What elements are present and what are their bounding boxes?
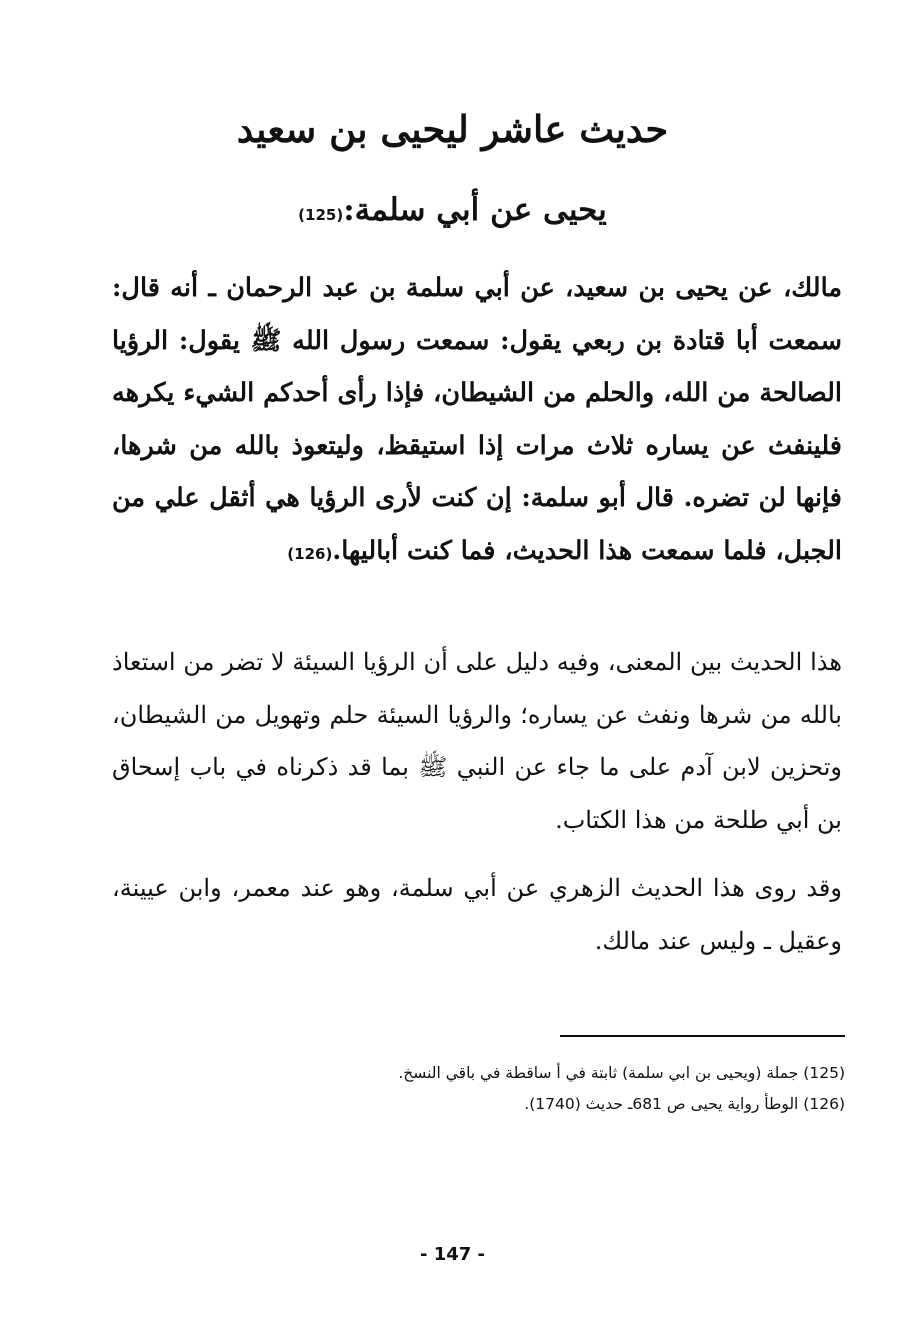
- hadith-text: مالك، عن يحيى بن سعيد، عن أبي سلمة بن عبد الرحمان ـ أنه قال: سمعت أبا قتادة بن ربعي يقول: سمعت رسول الله ﷺ يقول: الرؤيا الصالحة من الله، والحلم من الشيطان، فإذا رأى أحدكم الشيء يكرهه فلينفث عن يساره ثلاث مرات إذا استيقظ، وليتعوذ بالله من شرها، فإنها لن تضره. قال أبو سلمة: إن كنت لأرى الرؤيا هي أثقل علي من الجبل، فلما سمعت هذا الحديث، فما كنت أباليها.: [112, 273, 842, 566]
- section-subtitle: [0, 188, 905, 237]
- commentary-paragraph: هذا الحديث بين المعنى، وفيه دليل على أن الرؤيا السيئة لا تضر من استعاذ بالله من شرها ونفث عن يساره؛ والرؤيا السيئة حلم وتهويل من الشيطان، وتحزين لابن آدم على ما جاء عن النبي ﷺ بما قد ذكرناه في باب إسحاق بن أبي طلحة من هذا الكتاب.: [112, 648, 842, 834]
- footnote-divider: [560, 1035, 845, 1037]
- footnote-ref-125: (125): [298, 206, 344, 224]
- note-paragraph: وقد روى هذا الحديث الزهري عن أبي سلمة، وهو عند معمر، وابن عيينة، وعقيل ـ وليس عند مالك.: [112, 874, 842, 955]
- subtitle-text: يحيى عن أبي سلمة:: [343, 192, 607, 228]
- footnotes: [345, 1058, 845, 1120]
- footnote-ref-126: (126): [287, 544, 333, 563]
- hadith-paragraph: [112, 262, 842, 580]
- chapter-title: حديث عاشر ليحيى بن سعيد: [236, 107, 669, 151]
- footnote-126: (126) الوطأ رواية يحيى ص 681ـ حديث (1740).: [524, 1095, 845, 1113]
- page-number: - 147 -: [419, 1244, 486, 1265]
- footnote-125: (125) جملة (ويحيى بن ابي سلمة) ثابتة في أ ساقطة في باقي النسخ.: [398, 1064, 845, 1082]
